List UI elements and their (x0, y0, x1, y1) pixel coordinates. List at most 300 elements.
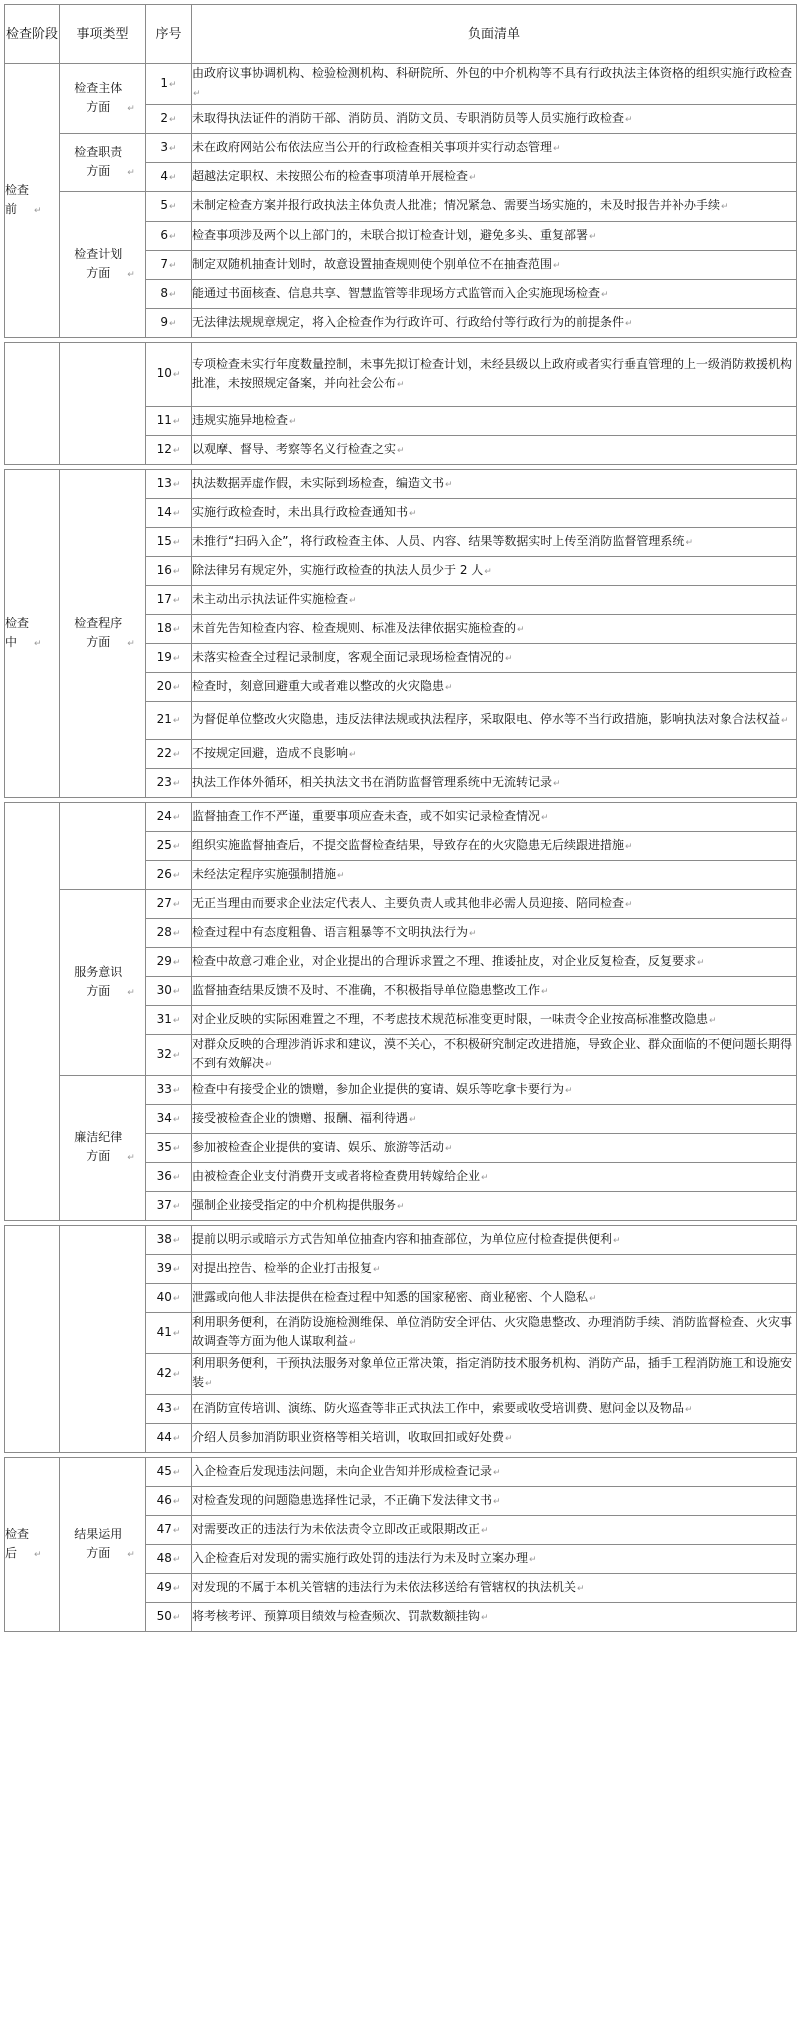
item-number-text: 47 (156, 1521, 172, 1536)
return-mark: ↵ (172, 508, 181, 519)
item-number-text: 31 (156, 1011, 172, 1026)
item-number-text: 18 (156, 620, 172, 635)
item-number (146, 499, 192, 528)
item-number-text: 19 (156, 649, 172, 664)
item-number (146, 1134, 192, 1163)
category-label: 检查计划方面 (74, 246, 123, 280)
header-category: 事项类型 (60, 5, 146, 64)
item-number-text: 23 (156, 774, 172, 789)
item-text-content: 违规实施异地检查 (192, 412, 289, 427)
item-number (146, 343, 192, 407)
item-number-text: 40 (156, 1289, 172, 1304)
item-number-text: 7 (160, 256, 169, 271)
item-text-content: 无正当理由而要求企业法定代表人、主要负责人或其他非必需人员迎接、陪同检查 (192, 895, 625, 910)
category-cell (60, 64, 146, 134)
item-text (192, 673, 797, 702)
item-text-content: 检查中故意刁难企业，对企业提出的合理诉求置之不理、推诿扯皮，对企业反复检查，反复要求 (192, 953, 697, 968)
header-number: 序号 (146, 5, 192, 64)
item-number (146, 192, 192, 222)
item-text (192, 644, 797, 673)
item-text (192, 1487, 797, 1516)
item-text-content: 未主动出示执法证件实施检查 (192, 591, 349, 606)
table-row (5, 470, 797, 499)
item-number (146, 919, 192, 948)
return-mark: ↵ (172, 1583, 181, 1594)
return-mark: ↵ (481, 1172, 489, 1183)
return-mark: ↵ (481, 1525, 489, 1536)
return-mark: ↵ (172, 1085, 181, 1096)
return-mark: ↵ (172, 653, 181, 664)
item-text (192, 222, 797, 251)
return-mark: ↵ (541, 812, 549, 823)
category-label: 结果运用方面 (74, 1526, 123, 1560)
item-text (192, 309, 797, 338)
item-number (146, 832, 192, 861)
category-label: 廉洁纪律方面 (74, 1130, 123, 1163)
return-mark: ↵ (172, 1404, 181, 1415)
item-number-text: 5 (160, 198, 169, 212)
item-text-content: 对提出控告、检举的企业打击报复 (192, 1260, 373, 1275)
return-mark: ↵ (685, 537, 693, 548)
item-text-content: 对发现的不属于本机关管辖的违法行为未依法移送给有管辖权的执法机关 (192, 1579, 577, 1594)
item-text-content: 对群众反映的合理涉消诉求和建议，漠不关心，不积极研究制定改进措施，导致企业、群众面临的不便问题长期得不到有效解决 (192, 1037, 793, 1070)
return-mark: ↵ (172, 537, 181, 548)
item-number-text: 36 (156, 1168, 172, 1183)
item-number (146, 673, 192, 702)
return-mark: ↵ (577, 1583, 585, 1594)
item-text (192, 803, 797, 832)
item-number (146, 251, 192, 280)
return-mark: ↵ (172, 1496, 181, 1507)
category-cell (60, 134, 146, 192)
item-text (192, 1574, 797, 1603)
item-text (192, 1134, 797, 1163)
item-number (146, 644, 192, 673)
return-mark: ↵ (172, 1554, 181, 1565)
item-number (146, 1313, 192, 1354)
item-number-text: 39 (156, 1260, 172, 1275)
stage-label: 检查前 (5, 182, 30, 216)
item-text-content: 未制定检查方案并报行政执法主体负责人批准；情况紧急、需要当场实施的，未及时报告并补办手续 (192, 198, 721, 212)
item-text (192, 1035, 797, 1076)
return-mark: ↵ (127, 987, 135, 998)
table-header-row (5, 5, 797, 64)
item-number (146, 64, 192, 105)
item-number-text: 38 (156, 1231, 172, 1246)
item-text (192, 1163, 797, 1192)
item-number (146, 1006, 192, 1035)
return-mark: ↵ (349, 595, 357, 606)
item-text (192, 436, 797, 465)
return-mark: ↵ (172, 1525, 181, 1536)
category-cell (60, 343, 146, 465)
item-text-content: 执法数据弄虚作假，未实际到场检查，编造文书 (192, 475, 445, 490)
item-number (146, 436, 192, 465)
item-number-text: 17 (156, 591, 172, 606)
item-text (192, 343, 797, 407)
return-mark: ↵ (625, 318, 633, 329)
item-number (146, 1574, 192, 1603)
item-text (192, 615, 797, 644)
return-mark: ↵ (469, 172, 477, 183)
item-text-content: 制定双随机抽查计划时，故意设置抽查规则使个别单位不在抽查范围 (192, 256, 553, 271)
item-text-content: 接受被检查企业的馈赠、报酬、福利待遇 (192, 1110, 409, 1125)
return-mark: ↵ (34, 1549, 42, 1560)
item-text-content: 参加被检查企业提供的宴请、娱乐、旅游等活动 (192, 1139, 445, 1154)
return-mark: ↵ (505, 653, 513, 664)
item-number (146, 1487, 192, 1516)
return-mark: ↵ (481, 1612, 489, 1623)
item-text-content: 在消防宣传培训、演练、防火巡查等非正式执法工作中，索要或收受培训费、慰问金以及物品 (192, 1400, 685, 1415)
return-mark: ↵ (397, 379, 405, 390)
item-number-text: 2 (160, 110, 169, 125)
return-mark: ↵ (172, 1369, 181, 1380)
table-row (5, 134, 797, 163)
item-number-text: 33 (156, 1081, 172, 1096)
item-number (146, 222, 192, 251)
item-number-text: 4 (160, 168, 169, 183)
item-text-content: 检查事项涉及两个以上部门的，未联合拟订检查计划，避免多头、重复部署 (192, 227, 589, 242)
return-mark: ↵ (172, 1433, 181, 1444)
item-number-text: 27 (156, 895, 172, 910)
return-mark: ↵ (169, 318, 177, 329)
item-text (192, 769, 797, 798)
return-mark: ↵ (34, 205, 42, 216)
return-mark: ↵ (172, 1235, 181, 1246)
return-mark: ↵ (169, 231, 177, 242)
item-text-content: 泄露或向他人非法提供在检查过程中知悉的国家秘密、商业秘密、个人隐私 (192, 1289, 589, 1304)
item-number (146, 105, 192, 134)
return-mark: ↵ (172, 778, 181, 789)
return-mark: ↵ (127, 167, 135, 178)
return-mark: ↵ (172, 370, 181, 380)
item-text (192, 163, 797, 192)
return-mark: ↵ (172, 841, 181, 852)
item-number (146, 1105, 192, 1134)
item-text-content: 介绍人员参加消防职业资格等相关培训，收取回扣或好处费 (192, 1429, 505, 1444)
return-mark: ↵ (172, 1467, 181, 1478)
item-text-content: 提前以明示或暗示方式告知单位抽查内容和抽查部位，为单位应付检查提供便利 (192, 1231, 613, 1246)
item-number (146, 1226, 192, 1255)
item-number (146, 470, 192, 499)
item-number-text: 34 (156, 1110, 172, 1125)
item-text-content: 未经法定程序实施强制措施 (192, 866, 337, 881)
return-mark: ↵ (721, 202, 729, 212)
category-label: 服务意识方面 (74, 964, 123, 998)
item-number-text: 43 (156, 1400, 172, 1415)
item-number-text: 46 (156, 1492, 172, 1507)
item-number-text: 49 (156, 1579, 172, 1594)
stage-cell (5, 343, 60, 465)
item-number-text: 44 (156, 1429, 172, 1444)
item-text (192, 1284, 797, 1313)
return-mark: ↵ (397, 1201, 405, 1212)
item-number-text: 8 (160, 285, 169, 300)
item-number (146, 1163, 192, 1192)
item-number (146, 1424, 192, 1453)
item-text-content: 入企检查后发现违法问题，未向企业告知并形成检查记录 (192, 1463, 493, 1478)
item-number-text: 41 (156, 1324, 172, 1339)
stage-cell (5, 64, 60, 338)
item-text-content: 由被检查企业支付消费开支或者将检查费用转嫁给企业 (192, 1168, 481, 1183)
category-cell (60, 470, 146, 798)
return-mark: ↵ (553, 260, 561, 271)
item-number (146, 1545, 192, 1574)
return-mark: ↵ (589, 1293, 597, 1304)
return-mark: ↵ (172, 1264, 181, 1275)
return-mark: ↵ (172, 1015, 181, 1026)
table-row (5, 1076, 797, 1105)
category-label: 检查职责方面 (74, 144, 123, 178)
item-number (146, 1458, 192, 1487)
item-number (146, 977, 192, 1006)
item-number-text: 1 (160, 75, 169, 90)
item-number (146, 163, 192, 192)
item-text (192, 1006, 797, 1035)
item-text (192, 499, 797, 528)
return-mark: ↵ (172, 1143, 181, 1154)
return-mark: ↵ (625, 899, 633, 910)
return-mark: ↵ (397, 445, 405, 456)
item-number (146, 1395, 192, 1424)
item-number-text: 14 (156, 504, 172, 519)
negative-list-document (4, 4, 796, 1632)
category-cell (60, 1458, 146, 1632)
item-text (192, 832, 797, 861)
stage-cell (5, 470, 60, 798)
item-text (192, 861, 797, 890)
table-row (5, 192, 797, 222)
return-mark: ↵ (127, 638, 135, 649)
return-mark: ↵ (172, 1050, 181, 1061)
item-number (146, 407, 192, 436)
return-mark: ↵ (172, 928, 181, 939)
return-mark: ↵ (172, 1328, 181, 1339)
item-text (192, 105, 797, 134)
item-text-content: 以观摩、督导、考察等名义行检查之实 (192, 441, 397, 456)
return-mark: ↵ (553, 778, 561, 789)
return-mark: ↵ (172, 1201, 181, 1212)
return-mark: ↵ (172, 749, 181, 760)
item-text (192, 1395, 797, 1424)
table-row (5, 803, 797, 832)
item-text (192, 977, 797, 1006)
return-mark: ↵ (613, 1235, 621, 1246)
return-mark: ↵ (127, 269, 135, 280)
item-number (146, 769, 192, 798)
table-row (5, 1458, 797, 1487)
table-row (5, 64, 797, 105)
negative-list-table (4, 4, 797, 1632)
item-number (146, 1192, 192, 1221)
item-number (146, 1603, 192, 1632)
item-text-content: 未首先告知检查内容、检查规则、标准及法律依据实施检查的 (192, 620, 517, 635)
return-mark: ↵ (529, 1554, 537, 1565)
item-text (192, 919, 797, 948)
table-row (5, 890, 797, 919)
item-number (146, 861, 192, 890)
item-number (146, 702, 192, 740)
return-mark: ↵ (349, 1338, 357, 1348)
item-number-text: 20 (156, 678, 172, 693)
return-mark: ↵ (541, 986, 549, 997)
item-number-text: 50 (156, 1608, 172, 1623)
item-number-text: 37 (156, 1197, 172, 1212)
return-mark: ↵ (484, 566, 492, 577)
category-cell (60, 1076, 146, 1221)
return-mark: ↵ (445, 682, 453, 693)
return-mark: ↵ (172, 566, 181, 577)
item-text-content: 强制企业接受指定的中介机构提供服务 (192, 1197, 397, 1212)
return-mark: ↵ (169, 114, 177, 125)
return-mark: ↵ (517, 624, 525, 635)
item-number (146, 586, 192, 615)
return-mark: ↵ (172, 899, 181, 910)
item-text (192, 192, 797, 222)
item-number-text: 45 (156, 1463, 172, 1478)
item-number-text: 3 (160, 139, 169, 154)
return-mark: ↵ (172, 479, 181, 490)
item-text-content: 对企业反映的实际困难置之不理，不考虑技术规范标准变更时限，一味责令企业按高标准整改隐患 (192, 1011, 709, 1026)
return-mark: ↵ (505, 1433, 513, 1444)
item-text (192, 1424, 797, 1453)
return-mark: ↵ (373, 1264, 381, 1275)
item-text (192, 1603, 797, 1632)
return-mark: ↵ (34, 638, 42, 649)
item-number-text: 6 (160, 227, 169, 242)
return-mark: ↵ (337, 870, 345, 881)
item-text-content: 为督促单位整改火灾隐患，违反法律法规或执法程序，采取限电、停水等不当行政措施，影响执法对象合法权益 (192, 712, 781, 726)
item-text-content: 不按规定回避，造成不良影响 (192, 745, 349, 760)
table-body (5, 64, 797, 1632)
return-mark: ↵ (127, 1153, 135, 1163)
item-number (146, 803, 192, 832)
item-number-text: 13 (156, 475, 172, 490)
return-mark: ↵ (409, 1114, 417, 1125)
item-number-text: 9 (160, 314, 169, 329)
item-number (146, 280, 192, 309)
item-number (146, 1354, 192, 1395)
item-text-content: 利用职务便利，在消防设施检测维保、单位消防安全评估、火灾隐患整改、办理消防手续、消防监督检查、火灾事故调查等方面为他人谋取利益 (192, 1315, 793, 1348)
stage-cell (5, 1226, 60, 1453)
return-mark: ↵ (172, 445, 181, 456)
return-mark: ↵ (172, 957, 181, 968)
return-mark: ↵ (685, 1404, 693, 1415)
item-text (192, 1313, 797, 1354)
item-number-text: 10 (156, 366, 172, 380)
return-mark: ↵ (589, 231, 597, 242)
item-number-text: 24 (156, 808, 172, 823)
return-mark: ↵ (172, 595, 181, 606)
item-text-content: 对需要改正的违法行为未依法责令立即改正或限期改正 (192, 1521, 481, 1536)
item-number-text: 30 (156, 982, 172, 997)
item-text (192, 470, 797, 499)
return-mark: ↵ (445, 479, 453, 490)
item-text-content: 未推行“扫码入企”，将行政检查主体、人员、内容、结果等数据实时上传至消防监督管理系统 (192, 533, 685, 548)
item-text-content: 利用职务便利，干预执法服务对象单位正常决策，指定消防技术服务机构、消防产品，插手工程消防施工和设施安装 (192, 1356, 793, 1389)
stage-cell (5, 803, 60, 1221)
item-number-text: 42 (156, 1365, 172, 1380)
return-mark: ↵ (172, 870, 181, 881)
item-text-content: 入企检查后对发现的需实施行政处罚的违法行为未及时立案办理 (192, 1550, 529, 1565)
return-mark: ↵ (127, 103, 135, 114)
item-text-content: 将考核考评、预算项目绩效与检查频次、罚款数额挂钩 (192, 1608, 481, 1623)
return-mark: ↵ (169, 143, 177, 154)
item-number (146, 615, 192, 644)
item-text-content: 检查时，刻意回避重大或者难以整改的火灾隐患 (192, 678, 445, 693)
item-text-content: 未落实检查全过程记录制度，客观全面记录现场检查情况的 (192, 649, 505, 664)
item-number-text: 28 (156, 924, 172, 939)
item-text (192, 407, 797, 436)
return-mark: ↵ (169, 172, 177, 183)
return-mark: ↵ (172, 416, 181, 427)
return-mark: ↵ (697, 957, 705, 968)
stage-label: 检查后 (5, 1526, 30, 1560)
item-text (192, 702, 797, 740)
header-list: 负面清单 (192, 5, 797, 64)
item-text (192, 1076, 797, 1105)
item-text (192, 1545, 797, 1574)
return-mark: ↵ (172, 1172, 181, 1183)
return-mark: ↵ (193, 89, 201, 99)
item-text-content: 无法律法规规章规定，将入企检查作为行政许可、行政给付等行政行为的前提条件 (192, 314, 625, 329)
item-number (146, 890, 192, 919)
item-text-content: 专项检查未实行年度数量控制，未事先拟订检查计划，未经县级以上政府或者实行垂直管理的上一级消防救援机构批准，未按照规定备案，并向社会公布 (192, 356, 793, 390)
item-text-content: 未在政府网站公布依法应当公开的行政检查相关事项并实行动态管理 (192, 139, 553, 154)
return-mark: ↵ (493, 1467, 501, 1478)
item-number (146, 1035, 192, 1076)
return-mark: ↵ (169, 79, 177, 90)
return-mark: ↵ (172, 1293, 181, 1304)
item-number (146, 948, 192, 977)
return-mark: ↵ (172, 1612, 181, 1623)
item-text (192, 557, 797, 586)
item-text-content: 监督抽查工作不严谨，重要事项应查未查，或不如实记录检查情况 (192, 808, 541, 823)
item-text (192, 1458, 797, 1487)
item-number (146, 134, 192, 163)
item-text (192, 1354, 797, 1395)
item-text (192, 740, 797, 769)
item-number (146, 1255, 192, 1284)
category-cell (60, 1226, 146, 1453)
item-number (146, 1284, 192, 1313)
return-mark: ↵ (172, 624, 181, 635)
return-mark: ↵ (469, 928, 477, 939)
item-number-text: 26 (156, 866, 172, 881)
return-mark: ↵ (709, 1015, 717, 1026)
return-mark: ↵ (127, 1549, 135, 1560)
item-text-content: 由政府议事协调机构、检验检测机构、科研院所、外包的中介机构等不具有行政执法主体资格的组织实施行政检查 (192, 66, 793, 80)
return-mark: ↵ (172, 986, 181, 997)
category-cell (60, 192, 146, 338)
item-text (192, 1516, 797, 1545)
item-number-text: 15 (156, 533, 172, 548)
return-mark: ↵ (289, 416, 297, 427)
item-text (192, 280, 797, 309)
return-mark: ↵ (409, 508, 417, 519)
item-number-text: 25 (156, 837, 172, 852)
item-number (146, 740, 192, 769)
return-mark: ↵ (205, 1379, 213, 1389)
item-text (192, 251, 797, 280)
item-text-content: 执法工作体外循环，相关执法文书在消防监督管理系统中无流转记录 (192, 774, 553, 789)
item-text (192, 134, 797, 163)
item-number-text: 11 (156, 412, 172, 427)
item-number (146, 1076, 192, 1105)
item-number (146, 557, 192, 586)
return-mark: ↵ (169, 202, 177, 212)
return-mark: ↵ (172, 1114, 181, 1125)
